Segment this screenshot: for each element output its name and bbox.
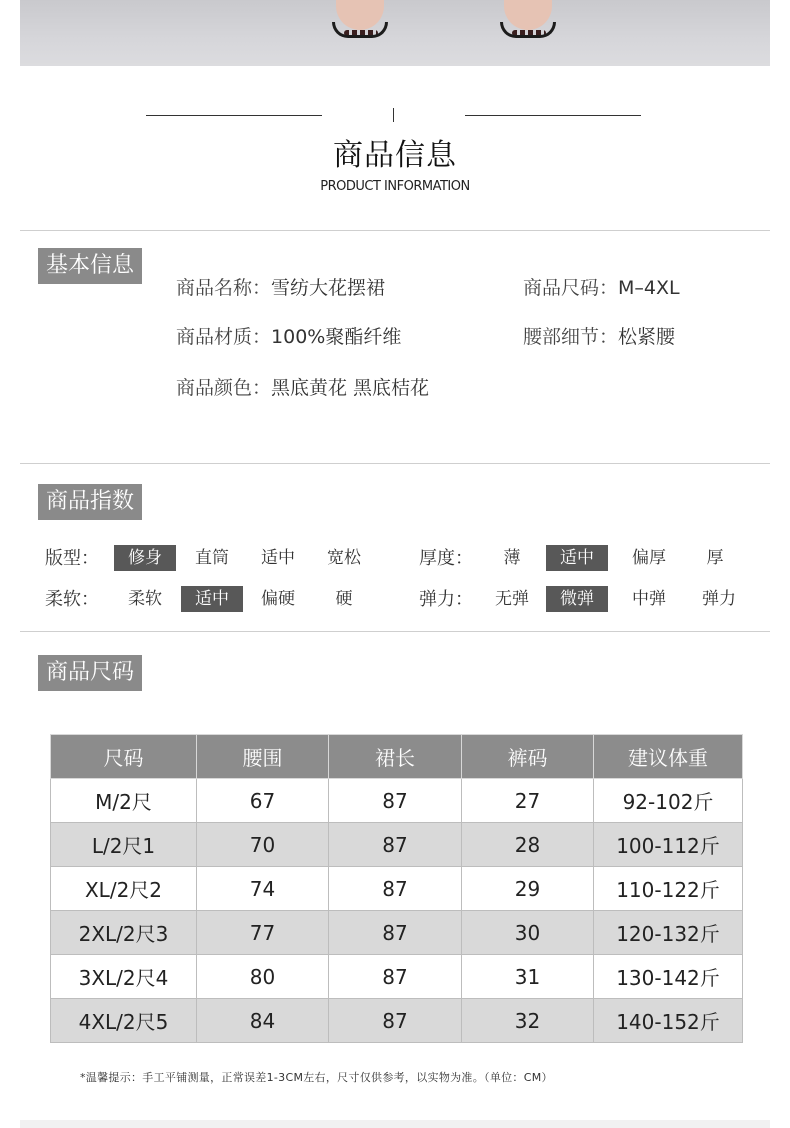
info-waist-detail	[523, 322, 675, 349]
option-elasticity-medium: 中弹	[632, 589, 666, 609]
attr-label-thickness: 厚度：	[419, 548, 473, 569]
option-thickness-medium: 适中	[546, 545, 608, 571]
table-cell: 67	[197, 779, 329, 823]
product-photo-strip	[20, 0, 770, 66]
table-cell: 87	[329, 999, 462, 1043]
table-cell: XL/2尺2	[51, 867, 197, 911]
sandal-foot-right	[498, 0, 558, 40]
column-header: 裤码	[462, 735, 594, 779]
table-row	[51, 911, 743, 955]
divider	[20, 463, 770, 464]
table-cell: L/2尺1	[51, 823, 197, 867]
table-cell: 87	[329, 911, 462, 955]
option-fit-straight: 直筒	[195, 548, 229, 568]
info-key: 商品材质：	[176, 326, 272, 348]
divider	[20, 631, 770, 632]
table-cell: 92-102斤	[594, 779, 743, 823]
bottom-band	[20, 1120, 770, 1128]
option-elasticity-slight: 微弹	[546, 586, 608, 612]
table-cell: 4XL/2尺5	[51, 999, 197, 1043]
table-cell: 80	[197, 955, 329, 999]
table-header-row	[51, 735, 743, 779]
option-fit-medium: 适中	[261, 548, 295, 568]
info-color	[176, 373, 429, 400]
header-tick	[393, 108, 394, 122]
info-product-size	[523, 273, 680, 300]
table-cell: 2XL/2尺3	[51, 911, 197, 955]
sandal-foot-left	[330, 0, 390, 40]
option-fit-loose: 宽松	[327, 548, 361, 568]
option-softness-stiff: 硬	[335, 589, 353, 609]
size-note: *温馨提示：手工平铺测量，正常误差1-3CM左右，尺寸仅供参考，以实物为准。（单位：CM）	[80, 1071, 553, 1084]
attr-label-fit: 版型：	[45, 548, 99, 569]
column-header: 腰围	[197, 735, 329, 779]
info-value: M–4XL	[618, 277, 680, 299]
table-row	[51, 779, 743, 823]
info-key: 腰部细节：	[523, 326, 619, 348]
section-label-product-index: 商品指数	[38, 484, 142, 520]
table-cell: 130-142斤	[594, 955, 743, 999]
table-cell: 3XL/2尺4	[51, 955, 197, 999]
table-row	[51, 867, 743, 911]
info-key: 商品名称：	[176, 277, 272, 299]
table-cell: 87	[329, 955, 462, 999]
attr-label-softness: 柔软：	[45, 589, 99, 610]
column-header: 尺码	[51, 735, 197, 779]
table-cell: 70	[197, 823, 329, 867]
info-value: 雪纺大花摆裙	[271, 277, 386, 299]
table-cell: 27	[462, 779, 594, 823]
section-label-basic-info: 基本信息	[38, 248, 142, 284]
page-subtitle: PRODUCT INFORMATION	[320, 179, 470, 194]
table-cell: 29	[462, 867, 594, 911]
table-cell: 110-122斤	[594, 867, 743, 911]
size-table	[50, 734, 743, 1043]
option-thickness-thick: 厚	[706, 548, 724, 568]
info-value: 松紧腰	[618, 326, 676, 348]
table-cell: 140-152斤	[594, 999, 743, 1043]
table-cell: 74	[197, 867, 329, 911]
header-line-right	[465, 115, 641, 116]
table-cell: 28	[462, 823, 594, 867]
column-header: 裙长	[329, 735, 462, 779]
section-label-size: 商品尺码	[38, 655, 142, 691]
column-header: 建议体重	[594, 735, 743, 779]
table-cell: 84	[197, 999, 329, 1043]
option-elasticity-stretch: 弹力	[702, 589, 736, 609]
header-line-left	[146, 115, 322, 116]
info-material	[176, 322, 401, 349]
table-cell: 31	[462, 955, 594, 999]
table-cell: 87	[329, 867, 462, 911]
table-cell: 87	[329, 823, 462, 867]
info-value: 100%聚酯纤维	[271, 326, 402, 348]
table-row	[51, 955, 743, 999]
info-product-name	[176, 273, 385, 300]
table-row	[51, 999, 743, 1043]
option-elasticity-none: 无弹	[495, 589, 529, 609]
table-cell: 32	[462, 999, 594, 1043]
table-cell: 120-132斤	[594, 911, 743, 955]
table-cell: M/2尺	[51, 779, 197, 823]
info-key: 商品颜色：	[176, 377, 272, 399]
table-row	[51, 823, 743, 867]
attr-label-elasticity: 弹力：	[419, 589, 473, 610]
option-softness-soft: 柔软	[128, 589, 162, 609]
table-cell: 100-112斤	[594, 823, 743, 867]
page-title: 商品信息	[333, 138, 457, 173]
divider	[20, 230, 770, 231]
table-cell: 30	[462, 911, 594, 955]
info-value: 黑底黄花 黑底桔花	[271, 377, 430, 399]
option-fit-slim: 修身	[114, 545, 176, 571]
option-softness-medium: 适中	[181, 586, 243, 612]
info-key: 商品尺码：	[523, 277, 619, 299]
option-softness-stiffish: 偏硬	[261, 589, 295, 609]
option-thickness-thickish: 偏厚	[632, 548, 666, 568]
option-thickness-thin: 薄	[503, 548, 521, 568]
table-cell: 77	[197, 911, 329, 955]
table-cell: 87	[329, 779, 462, 823]
